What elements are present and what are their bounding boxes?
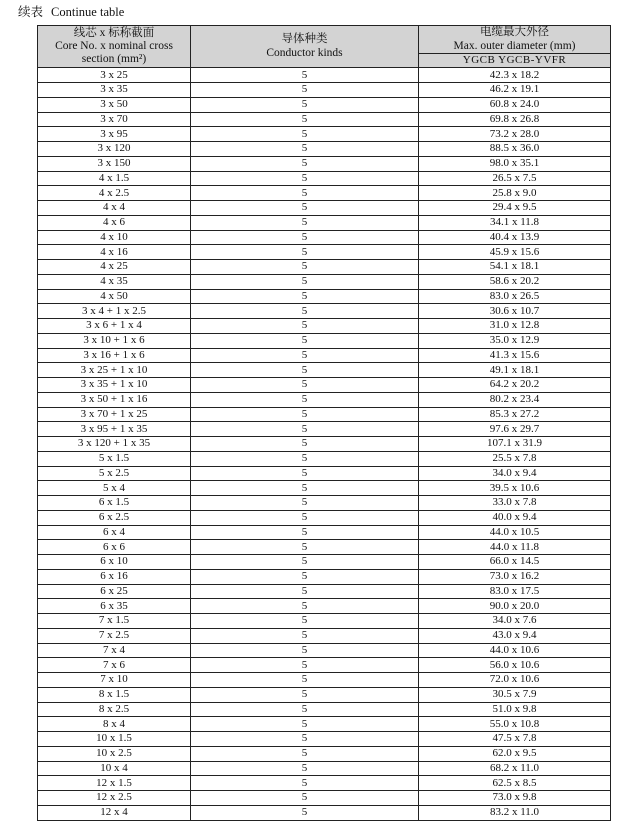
cell-conductor-kind: 5 — [191, 599, 419, 614]
cell-core-section: 7 x 4 — [38, 643, 191, 658]
cell-core-section: 3 x 70 + 1 x 25 — [38, 407, 191, 422]
table-row — [38, 437, 611, 452]
table-row — [38, 230, 611, 245]
cell-conductor-kind: 5 — [191, 348, 419, 363]
cell-max-diameter: 72.0 x 10.6 — [419, 673, 611, 688]
cell-conductor-kind: 5 — [191, 215, 419, 230]
cell-max-diameter: 58.6 x 20.2 — [419, 274, 611, 289]
cell-core-section: 8 x 4 — [38, 717, 191, 732]
cell-max-diameter: 64.2 x 20.2 — [419, 378, 611, 393]
table-body — [38, 68, 611, 820]
cell-conductor-kind: 5 — [191, 186, 419, 201]
cell-conductor-kind: 5 — [191, 628, 419, 643]
cell-conductor-kind: 5 — [191, 702, 419, 717]
table-row — [38, 304, 611, 319]
cell-max-diameter: 85.3 x 27.2 — [419, 407, 611, 422]
table-row — [38, 319, 611, 334]
table-row — [38, 658, 611, 673]
cell-max-diameter: 30.6 x 10.7 — [419, 304, 611, 319]
cell-conductor-kind: 5 — [191, 230, 419, 245]
table-row — [38, 702, 611, 717]
cell-core-section: 3 x 35 + 1 x 10 — [38, 378, 191, 393]
table-row — [38, 274, 611, 289]
cell-core-section: 3 x 25 + 1 x 10 — [38, 363, 191, 378]
cell-core-section: 3 x 120 — [38, 142, 191, 157]
cell-max-diameter: 47.5 x 7.8 — [419, 732, 611, 747]
cell-conductor-kind: 5 — [191, 245, 419, 260]
table-row — [38, 215, 611, 230]
cell-conductor-kind: 5 — [191, 510, 419, 525]
cell-conductor-kind: 5 — [191, 319, 419, 334]
cell-conductor-kind: 5 — [191, 481, 419, 496]
cell-core-section: 7 x 10 — [38, 673, 191, 688]
cell-max-diameter: 44.0 x 10.5 — [419, 525, 611, 540]
table-row — [38, 422, 611, 437]
cell-max-diameter: 26.5 x 7.5 — [419, 171, 611, 186]
table-row — [38, 363, 611, 378]
cell-core-section: 4 x 6 — [38, 215, 191, 230]
cell-conductor-kind: 5 — [191, 392, 419, 407]
caption-cn: 续表 — [18, 5, 44, 19]
cell-core-section: 6 x 6 — [38, 540, 191, 555]
table-row — [38, 569, 611, 584]
table-row — [38, 112, 611, 127]
cell-max-diameter: 107.1 x 31.9 — [419, 437, 611, 452]
header-core-section-en2: section (mm²) — [81, 53, 147, 66]
header-max-diameter-en: Max. outer diameter (mm) — [453, 39, 576, 52]
cell-conductor-kind: 5 — [191, 260, 419, 275]
cell-conductor-kind: 5 — [191, 717, 419, 732]
table-row — [38, 407, 611, 422]
cell-max-diameter: 39.5 x 10.6 — [419, 481, 611, 496]
cell-conductor-kind: 5 — [191, 584, 419, 599]
cell-conductor-kind: 5 — [191, 378, 419, 393]
cell-conductor-kind: 5 — [191, 422, 419, 437]
cell-max-diameter: 41.3 x 15.6 — [419, 348, 611, 363]
table-row — [38, 555, 611, 570]
cell-max-diameter: 40.0 x 9.4 — [419, 510, 611, 525]
header-core-section-cn: 线芯 x 标称截面 — [73, 26, 155, 39]
cell-max-diameter: 68.2 x 11.0 — [419, 761, 611, 776]
cell-max-diameter: 51.0 x 9.8 — [419, 702, 611, 717]
cell-conductor-kind: 5 — [191, 127, 419, 142]
cell-conductor-kind: 5 — [191, 142, 419, 157]
cell-core-section: 6 x 35 — [38, 599, 191, 614]
cell-max-diameter: 83.0 x 17.5 — [419, 584, 611, 599]
cell-max-diameter: 54.1 x 18.1 — [419, 260, 611, 275]
cell-core-section: 6 x 1.5 — [38, 496, 191, 511]
header-core-section-en1: Core No. x nominal cross — [55, 40, 173, 52]
cell-max-diameter: 33.0 x 7.8 — [419, 496, 611, 511]
cell-core-section: 3 x 95 + 1 x 35 — [38, 422, 191, 437]
cell-core-section: 4 x 35 — [38, 274, 191, 289]
cell-conductor-kind: 5 — [191, 68, 419, 83]
table-row — [38, 599, 611, 614]
table-row — [38, 510, 611, 525]
cell-max-diameter: 73.0 x 9.8 — [419, 791, 611, 806]
cell-max-diameter: 69.8 x 26.8 — [419, 112, 611, 127]
cell-core-section: 3 x 70 — [38, 112, 191, 127]
cell-max-diameter: 83.2 x 11.0 — [419, 805, 611, 820]
cell-core-section: 10 x 4 — [38, 761, 191, 776]
cell-max-diameter: 62.5 x 8.5 — [419, 776, 611, 791]
cell-conductor-kind: 5 — [191, 746, 419, 761]
table-row — [38, 614, 611, 629]
table-row — [38, 805, 611, 820]
cell-conductor-kind: 5 — [191, 525, 419, 540]
cell-max-diameter: 25.5 x 7.8 — [419, 451, 611, 466]
table-row — [38, 83, 611, 98]
table-row — [38, 732, 611, 747]
cell-conductor-kind: 5 — [191, 496, 419, 511]
cell-conductor-kind: 5 — [191, 658, 419, 673]
cell-conductor-kind: 5 — [191, 97, 419, 112]
cell-conductor-kind: 5 — [191, 614, 419, 629]
table-row — [38, 260, 611, 275]
table-row — [38, 643, 611, 658]
cell-max-diameter: 73.2 x 28.0 — [419, 127, 611, 142]
cell-max-diameter: 29.4 x 9.5 — [419, 201, 611, 216]
cell-max-diameter: 83.0 x 26.5 — [419, 289, 611, 304]
cell-core-section: 5 x 2.5 — [38, 466, 191, 481]
table-row — [38, 186, 611, 201]
cell-conductor-kind: 5 — [191, 761, 419, 776]
cell-max-diameter: 73.0 x 16.2 — [419, 569, 611, 584]
cell-conductor-kind: 5 — [191, 791, 419, 806]
header-core-section — [38, 26, 191, 68]
table-row — [38, 156, 611, 171]
cell-core-section: 6 x 2.5 — [38, 510, 191, 525]
cell-max-diameter: 40.4 x 13.9 — [419, 230, 611, 245]
table-row — [38, 496, 611, 511]
table-row — [38, 673, 611, 688]
cell-conductor-kind: 5 — [191, 83, 419, 98]
table-row — [38, 746, 611, 761]
table-header — [38, 26, 611, 68]
cell-core-section: 4 x 25 — [38, 260, 191, 275]
cell-core-section: 3 x 10 + 1 x 6 — [38, 333, 191, 348]
table-row — [38, 171, 611, 186]
table-row — [38, 68, 611, 83]
cell-conductor-kind: 5 — [191, 540, 419, 555]
table-row — [38, 466, 611, 481]
cell-conductor-kind: 5 — [191, 201, 419, 216]
cell-max-diameter: 62.0 x 9.5 — [419, 746, 611, 761]
cell-core-section: 3 x 16 + 1 x 6 — [38, 348, 191, 363]
table-row — [38, 142, 611, 157]
cell-max-diameter: 60.8 x 24.0 — [419, 97, 611, 112]
cell-max-diameter: 34.0 x 9.4 — [419, 466, 611, 481]
table-row — [38, 525, 611, 540]
cell-conductor-kind: 5 — [191, 407, 419, 422]
cell-conductor-kind: 5 — [191, 569, 419, 584]
cable-spec-table — [37, 25, 611, 821]
cell-max-diameter: 56.0 x 10.6 — [419, 658, 611, 673]
caption-en: Continue table — [51, 5, 125, 19]
table-row — [38, 289, 611, 304]
cell-core-section: 3 x 50 — [38, 97, 191, 112]
cell-conductor-kind: 5 — [191, 643, 419, 658]
cell-core-section: 6 x 4 — [38, 525, 191, 540]
table-row — [38, 540, 611, 555]
cell-core-section: 10 x 1.5 — [38, 732, 191, 747]
header-conductor-kinds — [191, 26, 419, 68]
cell-core-section: 12 x 2.5 — [38, 791, 191, 806]
cell-conductor-kind: 5 — [191, 466, 419, 481]
cell-core-section: 10 x 2.5 — [38, 746, 191, 761]
table-row — [38, 791, 611, 806]
cell-conductor-kind: 5 — [191, 363, 419, 378]
cell-conductor-kind: 5 — [191, 451, 419, 466]
cell-core-section: 4 x 1.5 — [38, 171, 191, 186]
cell-core-section: 3 x 25 — [38, 68, 191, 83]
table-row — [38, 333, 611, 348]
cell-core-section: 12 x 4 — [38, 805, 191, 820]
cell-core-section: 8 x 2.5 — [38, 702, 191, 717]
cell-conductor-kind: 5 — [191, 304, 419, 319]
cell-core-section: 3 x 6 + 1 x 4 — [38, 319, 191, 334]
cell-core-section: 7 x 2.5 — [38, 628, 191, 643]
cell-conductor-kind: 5 — [191, 673, 419, 688]
cell-max-diameter: 66.0 x 14.5 — [419, 555, 611, 570]
table-row — [38, 687, 611, 702]
cell-max-diameter: 45.9 x 15.6 — [419, 245, 611, 260]
table-row — [38, 717, 611, 732]
cell-conductor-kind: 5 — [191, 156, 419, 171]
cell-max-diameter: 35.0 x 12.9 — [419, 333, 611, 348]
cell-core-section: 4 x 2.5 — [38, 186, 191, 201]
cell-max-diameter: 25.8 x 9.0 — [419, 186, 611, 201]
cell-conductor-kind: 5 — [191, 687, 419, 702]
table-row — [38, 776, 611, 791]
cell-core-section: 5 x 4 — [38, 481, 191, 496]
table-row — [38, 761, 611, 776]
cell-max-diameter: 44.0 x 10.6 — [419, 643, 611, 658]
cell-max-diameter: 43.0 x 9.4 — [419, 628, 611, 643]
cell-max-diameter: 42.3 x 18.2 — [419, 68, 611, 83]
cell-core-section: 6 x 16 — [38, 569, 191, 584]
table-row — [38, 584, 611, 599]
cell-conductor-kind: 5 — [191, 776, 419, 791]
cell-core-section: 6 x 25 — [38, 584, 191, 599]
cell-max-diameter: 34.1 x 11.8 — [419, 215, 611, 230]
cell-core-section: 12 x 1.5 — [38, 776, 191, 791]
cell-core-section: 4 x 10 — [38, 230, 191, 245]
cell-max-diameter: 30.5 x 7.9 — [419, 687, 611, 702]
cell-max-diameter: 98.0 x 35.1 — [419, 156, 611, 171]
cell-conductor-kind: 5 — [191, 732, 419, 747]
cell-max-diameter: 46.2 x 19.1 — [419, 83, 611, 98]
cell-max-diameter: 80.2 x 23.4 — [419, 392, 611, 407]
header-max-diameter — [419, 26, 611, 54]
header-cable-models: YGCB YGCB-YVFR — [419, 54, 611, 68]
table-row — [38, 481, 611, 496]
table-row — [38, 127, 611, 142]
cell-conductor-kind: 5 — [191, 171, 419, 186]
cell-max-diameter: 55.0 x 10.8 — [419, 717, 611, 732]
table-row — [38, 392, 611, 407]
cell-conductor-kind: 5 — [191, 333, 419, 348]
cell-core-section: 7 x 1.5 — [38, 614, 191, 629]
cell-conductor-kind: 5 — [191, 805, 419, 820]
cell-core-section: 4 x 50 — [38, 289, 191, 304]
table-row — [38, 451, 611, 466]
cell-core-section: 7 x 6 — [38, 658, 191, 673]
cell-core-section: 5 x 1.5 — [38, 451, 191, 466]
cell-conductor-kind: 5 — [191, 112, 419, 127]
cell-core-section: 3 x 35 — [38, 83, 191, 98]
cell-core-section: 8 x 1.5 — [38, 687, 191, 702]
cell-max-diameter: 88.5 x 36.0 — [419, 142, 611, 157]
cell-conductor-kind: 5 — [191, 437, 419, 452]
cell-max-diameter: 31.0 x 12.8 — [419, 319, 611, 334]
cell-core-section: 3 x 120 + 1 x 35 — [38, 437, 191, 452]
cell-core-section: 4 x 4 — [38, 201, 191, 216]
header-conductor-kinds-en: Conductor kinds — [266, 46, 343, 59]
table-row — [38, 245, 611, 260]
cell-max-diameter: 34.0 x 7.6 — [419, 614, 611, 629]
cell-max-diameter: 49.1 x 18.1 — [419, 363, 611, 378]
cell-max-diameter: 97.6 x 29.7 — [419, 422, 611, 437]
cell-core-section: 3 x 50 + 1 x 16 — [38, 392, 191, 407]
table-row — [38, 378, 611, 393]
cell-core-section: 3 x 150 — [38, 156, 191, 171]
cell-conductor-kind: 5 — [191, 289, 419, 304]
cell-core-section: 4 x 16 — [38, 245, 191, 260]
header-max-diameter-cn: 电缆最大外径 — [480, 26, 549, 39]
table-row — [38, 201, 611, 216]
table-row — [38, 348, 611, 363]
cell-core-section: 6 x 10 — [38, 555, 191, 570]
cell-conductor-kind: 5 — [191, 555, 419, 570]
cell-max-diameter: 90.0 x 20.0 — [419, 599, 611, 614]
cell-core-section: 3 x 95 — [38, 127, 191, 142]
header-conductor-kinds-cn: 导体种类 — [281, 33, 328, 46]
cell-max-diameter: 44.0 x 11.8 — [419, 540, 611, 555]
table-row — [38, 628, 611, 643]
cell-conductor-kind: 5 — [191, 274, 419, 289]
table-row — [38, 97, 611, 112]
cell-core-section: 3 x 4 + 1 x 2.5 — [38, 304, 191, 319]
table-caption — [18, 4, 124, 20]
